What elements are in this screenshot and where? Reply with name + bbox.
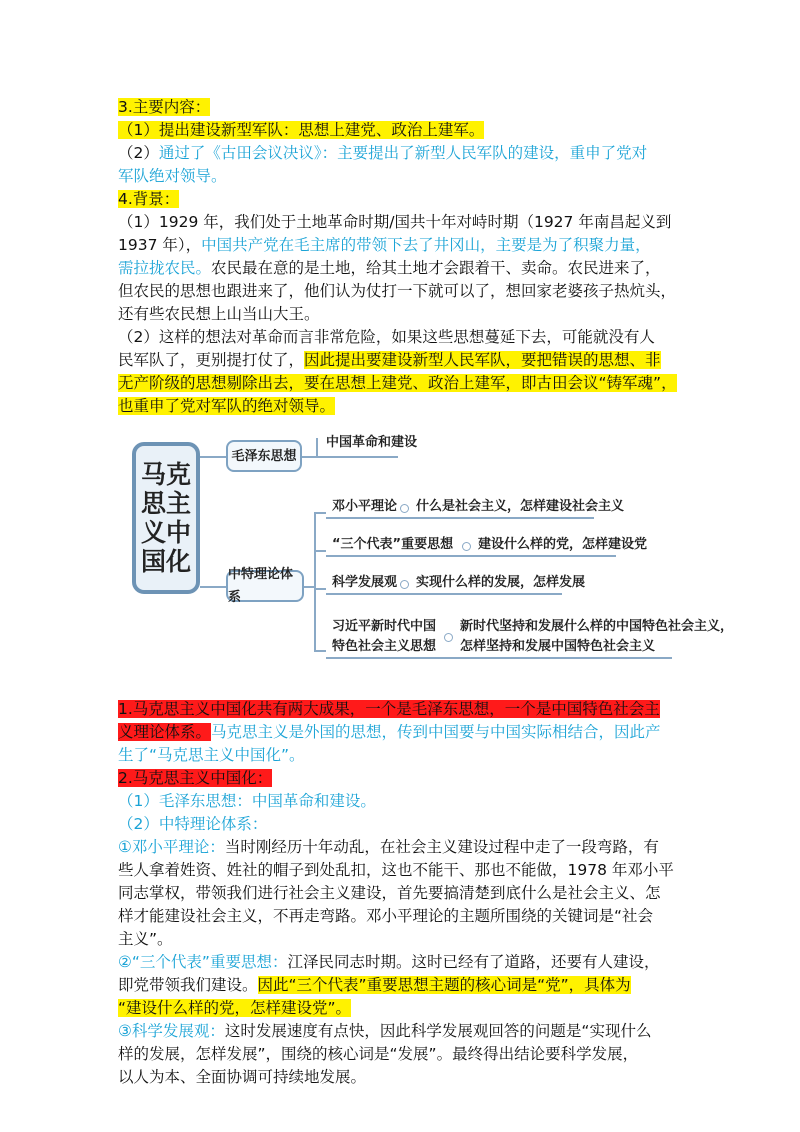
section-3-title-text: 3.主要内容： bbox=[118, 98, 211, 116]
three-represents-line-3-text: “建设什么样的党，怎样建设党”。 bbox=[118, 999, 352, 1017]
mind-map-leaf-xi-name-1: 习近平新时代中国 bbox=[332, 619, 437, 634]
sci-dev-line-3: 以人为本、全面协调可持续地发展。 bbox=[118, 1068, 367, 1086]
connector bbox=[304, 586, 314, 588]
collapse-dot-icon bbox=[444, 633, 453, 642]
three-represents-line-1-text: 江泽民同志时期。这时已经有了道路，还要有人建设， bbox=[287, 953, 660, 971]
section-3-point-2-prefix: （2） bbox=[118, 144, 159, 162]
mind-map-root-label: 马克思主义中国化 bbox=[140, 460, 191, 576]
connector bbox=[314, 550, 326, 552]
mind-map-leaf-sci-dev-name: 科学发展观 bbox=[332, 575, 398, 590]
mind-map-leaf-xi-name-2: 特色社会主义思想 bbox=[332, 639, 437, 654]
section-4-p2-line-4-text: 也重申了党对军队的绝对领导。 bbox=[118, 397, 336, 415]
section-4-title-text: 4.背景： bbox=[118, 190, 180, 208]
section-3-point-1-text: （1）提出建设新型军队：思想上建党、政治上建军。 bbox=[118, 121, 485, 139]
summary-1-line-1 bbox=[118, 698, 688, 721]
section-2-title-text: 2.马克思主义中国化： bbox=[118, 769, 273, 787]
mind-map-diagram bbox=[118, 428, 734, 690]
deng-line-2: 些人拿着姓资、姓社的帽子到处乱扣，这也不能干、那也不能做，1978 年邓小平 bbox=[118, 861, 674, 879]
underline bbox=[326, 657, 672, 659]
three-represents-line-2a: 即党带领我们建设。 bbox=[118, 976, 258, 994]
section-4-p2-line-2a: 民军队了，更别提打仗了， bbox=[118, 351, 305, 369]
section-4-p1-line-3b: 农民最在意的是土地，给其土地才会跟着干、卖命。农民进来了， bbox=[211, 259, 661, 277]
mind-map-leaf-xi-desc-2: 怎样坚持和发展中国特色社会主义 bbox=[460, 639, 656, 654]
section-3-point-2-text: 通过了《古田会议决议》：主要提出了新型人民军队的建设，重申了党对 bbox=[158, 144, 648, 162]
section-4-p2-line-2b: 因此提出要建设新型人民军队，要把错误的思想、非 bbox=[304, 351, 661, 369]
mind-map-branch-mao bbox=[226, 440, 302, 472]
sci-dev-label: ③科学发展观： bbox=[118, 1022, 225, 1040]
mind-map-root bbox=[132, 442, 200, 594]
connector bbox=[314, 650, 326, 652]
mind-map-branch-mao-label: 毛泽东思想 bbox=[231, 448, 297, 464]
mind-map-branch-zhongte bbox=[226, 567, 304, 605]
collapse-dot-icon bbox=[462, 542, 471, 551]
deng-line-4: 样才能建设社会主义，不再走弯路。邓小平理论的主题所围绕的关键词是“社会 bbox=[118, 907, 654, 925]
mind-map-leaf-mao: 中国革命和建设 bbox=[326, 435, 418, 450]
section-4-p2-line-1: （2）这样的想法对革命而言非常危险，如果这些思想蔓延下去，可能就没有人 bbox=[118, 328, 655, 346]
section-3-point-2-line-1 bbox=[118, 142, 688, 165]
sci-dev-line-1-text: 这时发展速度有点快，因此科学发展观回答的问题是“实现什么 bbox=[224, 1022, 652, 1040]
section-4-p2-line-4 bbox=[118, 395, 688, 418]
summary-1-line-2b: 马克思主义是外国的思想，传到中国要与中国实际相结合，因此产 bbox=[211, 723, 661, 741]
underline bbox=[326, 593, 562, 595]
section-4-p1-line-2a: 1937 年）， bbox=[118, 236, 202, 254]
section-4-p2-line-2 bbox=[118, 349, 688, 372]
summary-1-line-3: 生了“马克思主义中国化”。 bbox=[118, 746, 305, 764]
deng-line-3: 同志掌权，带领我们进行社会主义建设，首先要搞清楚到底什么是社会主义、怎 bbox=[118, 884, 661, 902]
document-body bbox=[118, 96, 734, 1089]
section-4-p1-line-5: 还有些农民想上山当山大王。 bbox=[118, 305, 320, 323]
section-4-p1-line-1: （1）1929 年，我们处于土地革命时期/国共十年对峙时期（1927 年南昌起义到 bbox=[118, 213, 672, 231]
deng-line-5: 主义”。 bbox=[118, 930, 173, 948]
sci-dev-line-1 bbox=[118, 1020, 688, 1043]
section-4-p1-line-2b: 中国共产党在毛主席的带领下去了井冈山，主要是为了积聚力量， bbox=[201, 236, 651, 254]
collapse-dot-icon bbox=[400, 580, 409, 589]
section-4-p1-line-2 bbox=[118, 234, 688, 257]
three-represents-line-2b: 因此“三个代表”重要思想主题的核心词是“党”，具体为 bbox=[257, 976, 631, 994]
summary-1-line-2a: 义理论体系。 bbox=[118, 723, 212, 741]
connector bbox=[200, 586, 226, 588]
three-represents-line-3 bbox=[118, 997, 688, 1020]
connector bbox=[316, 438, 318, 458]
summary-1-line-1-text: 1.马克思主义中国化共有两大成果，一个是毛泽东思想，一个是中国特色社会主 bbox=[118, 700, 660, 718]
section-2-title bbox=[118, 767, 688, 790]
section-4-p1-line-3 bbox=[118, 257, 688, 280]
underline bbox=[326, 517, 594, 519]
section-2-point-2: （2）中特理论体系： bbox=[118, 815, 268, 833]
section-4-p2-line-3-text: 无产阶级的思想剔除出去，要在思想上建党、政治上建军，即古田会议“铸军魂”， bbox=[118, 374, 677, 392]
section-4-p2-line-3 bbox=[118, 372, 688, 395]
connector bbox=[314, 512, 316, 650]
mind-map-leaf-sci-dev-desc: 实现什么样的发展，怎样发展 bbox=[416, 575, 586, 590]
deng-line-1-text: 当时刚经历十年动乱，在社会主义建设过程中走了一段弯路，有 bbox=[224, 838, 659, 856]
mind-map-leaf-three-represents-name: “三个代表”重要思想 bbox=[332, 537, 454, 552]
section-4-p1-line-4: 但农民的思想也跟进来了，他们认为仗打一下就可以了，想回家老婆孩子热炕头， bbox=[118, 282, 677, 300]
mind-map-branch-zhongte-label: 中特理论体系 bbox=[228, 567, 294, 605]
mind-map-leaf-three-represents-desc: 建设什么样的党，怎样建设党 bbox=[478, 537, 648, 552]
summary-1-line-2 bbox=[118, 721, 688, 744]
section-3-point-1 bbox=[118, 119, 688, 142]
section-2-point-1: （1）毛泽东思想：中国革命和建设。 bbox=[118, 792, 376, 810]
three-represents-line-2 bbox=[118, 974, 688, 997]
mind-map-leaf-deng-name: 邓小平理论 bbox=[332, 499, 398, 514]
deng-line-1 bbox=[118, 836, 688, 859]
mind-map-leaf-xi-desc-1: 新时代坚持和发展什么样的中国特色社会主义， bbox=[460, 619, 734, 634]
connector bbox=[302, 456, 316, 458]
section-4-title bbox=[118, 188, 688, 211]
section-4-p1-line-3a: 需拉拢农民。 bbox=[118, 259, 212, 277]
underline bbox=[326, 555, 616, 557]
connector bbox=[314, 512, 326, 514]
three-represents-line-1 bbox=[118, 951, 688, 974]
connector bbox=[314, 588, 326, 590]
section-3-point-2-line-2: 军队绝对领导。 bbox=[118, 167, 227, 185]
underline bbox=[318, 456, 398, 458]
collapse-dot-icon bbox=[400, 504, 409, 513]
sci-dev-line-2: 样的发展，怎样发展”，围绕的核心词是“发展”。最终得出结论要科学发展， bbox=[118, 1045, 639, 1063]
three-represents-label: ②“三个代表”重要思想： bbox=[118, 953, 288, 971]
deng-label: ①邓小平理论： bbox=[118, 838, 225, 856]
mind-map-leaf-deng-desc: 什么是社会主义，怎样建设社会主义 bbox=[416, 499, 625, 514]
section-3-title bbox=[118, 96, 688, 119]
connector bbox=[200, 456, 226, 458]
